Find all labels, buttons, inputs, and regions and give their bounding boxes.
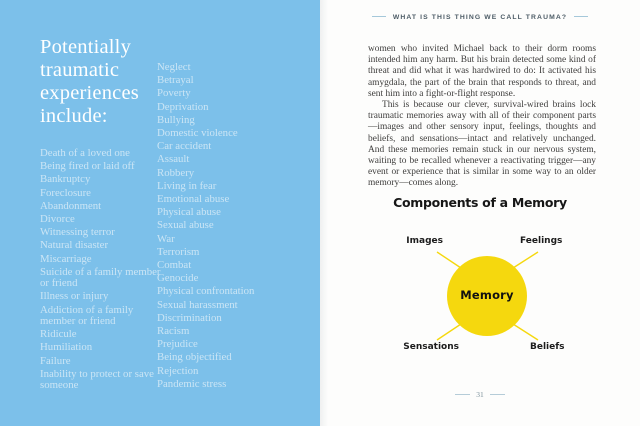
header-rule-right — [574, 16, 588, 17]
header-rule-left — [372, 16, 386, 17]
list-item: Discrimination — [157, 311, 222, 324]
list-item: Being fired or laid off — [40, 160, 135, 173]
running-header-text: WHAT IS THIS THING WE CALL TRAUMA? — [392, 14, 568, 21]
list-item: Illness or injury — [40, 290, 109, 303]
label-images: Images — [406, 236, 443, 246]
label-beliefs: Beliefs — [530, 342, 565, 352]
list-item: Sexual abuse — [157, 219, 214, 232]
list-item: Racism — [157, 325, 190, 338]
list-item: Poverty — [157, 87, 191, 100]
page-number-rule-right — [490, 394, 505, 395]
list-item: Inability to protect or save someone — [40, 367, 154, 392]
diagram-title: Components of a Memory — [393, 195, 567, 210]
list-item: War — [157, 232, 175, 245]
ray-top-left — [437, 252, 461, 268]
list-item: Pandemic stress — [157, 377, 227, 390]
list-item: Miscarriage — [40, 252, 92, 265]
list-item: Car accident — [157, 140, 212, 153]
list-item: Physical abuse — [157, 206, 221, 219]
list-item: Terrorism — [157, 245, 200, 258]
list-item: Deprivation — [157, 100, 209, 113]
left-page-heading: Potentially traumatic experiences include: — [40, 36, 139, 127]
running-header — [320, 14, 640, 21]
ray-bottom-right — [513, 324, 538, 340]
ray-top-right — [513, 252, 538, 268]
list-item: Neglect — [157, 61, 191, 73]
list-item: Abandonment — [40, 199, 102, 212]
list-item: Physical confrontation — [157, 285, 255, 298]
list-item: Genocide — [157, 272, 199, 285]
paragraph: women who invited Michael back to their dorm rooms intended him any harm. But his brain detected some kind of threat and did what it was hardwired to do: It activated his amygdala, the part of the brain that responds to threat, and sent him into a fight-or-flight response. — [368, 44, 596, 99]
list-item: Addiction of a family member or friend — [40, 303, 134, 328]
trauma-list-column-1 — [40, 148, 167, 393]
list-item: Living in fear — [157, 179, 217, 192]
right-page — [320, 0, 640, 426]
label-sensations: Sensations — [403, 342, 459, 352]
list-item: Failure — [40, 354, 71, 367]
label-feelings: Feelings — [520, 236, 563, 246]
list-item: Combat — [157, 259, 192, 272]
list-item: Suicide of a family member or friend — [40, 265, 161, 290]
page-number-rule-left — [455, 394, 470, 395]
list-item: Bullying — [157, 113, 195, 126]
list-item: Domestic violence — [157, 127, 238, 140]
list-item: Being objectified — [157, 351, 232, 364]
list-item: Assault — [157, 153, 190, 166]
trauma-list-column-2 — [157, 62, 317, 392]
list-item: Sexual harassment — [157, 298, 238, 311]
list-item: Prejudice — [157, 338, 198, 351]
list-item: Humiliation — [40, 341, 93, 354]
list-item: Rejection — [157, 364, 199, 377]
list-item: Natural disaster — [40, 239, 109, 252]
list-item: Divorce — [40, 213, 75, 226]
paragraph: This is because our clever, survival-wired brains lock traumatic memories away with all of their component parts—images and other sensory input, feelings, thoughts and beliefs, and sensations—intact and relatively unchanged. And these memories remain stuck in our nervous system, waiting to be recalled whenever a reactivating trigger—any event or experience that is similar in some way to an older memory—comes along. — [368, 100, 596, 189]
memory-diagram — [320, 225, 640, 365]
list-item: Death of a loved one — [40, 147, 130, 159]
list-item: Witnessing terror — [40, 226, 115, 239]
ray-bottom-left — [437, 324, 461, 340]
list-item: Betrayal — [157, 74, 194, 87]
list-item: Bankruptcy — [40, 173, 91, 186]
memory-circle-label: Memory — [460, 288, 514, 302]
list-item: Robbery — [157, 166, 195, 179]
page-number — [320, 390, 640, 399]
body-text — [368, 44, 596, 190]
list-item: Foreclosure — [40, 186, 91, 199]
list-item: Emotional abuse — [157, 193, 230, 206]
list-item: Ridicule — [40, 328, 77, 341]
page-number-text: 31 — [476, 390, 484, 399]
